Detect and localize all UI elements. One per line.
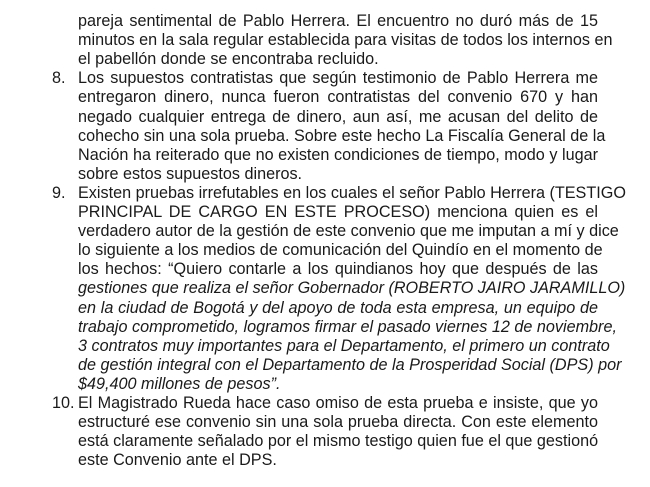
quote-line: $49,400 millones de pesos”. (78, 374, 281, 393)
text-line: el pabellón donde se encontraba recluido. (78, 50, 379, 69)
text-line: Nación ha reiterado que no existen condiciones de tiempo, modo y lugar (78, 145, 598, 164)
text-line: lo siguiente a los medios de comunicación del Quindío en el momento de (78, 241, 603, 260)
quote-line: trabajo comprometido, logramos firmar el pasado viernes 12 de noviembre, (78, 317, 617, 336)
text-line: este Convenio ante el DPS. (78, 451, 277, 470)
list-number: 10. (52, 394, 75, 412)
quote-line: en la ciudad de Bogotá y del apoyo de toda esta empresa, un equipo de (78, 298, 598, 317)
text-line: entregaron dinero, nunca fueron contratistas del convenio 670 y han (78, 88, 598, 107)
text-line: verdadero autor de la gestión de este convenio que me imputan a mí y dice (78, 222, 619, 241)
text-line: los hechos: “Quiero contarle a los quindianos hoy que después de las (78, 260, 598, 279)
text-line: estructuré ese convenio sin una sola prueba directa. Con este elemento (78, 413, 598, 432)
text-line: pareja sentimental de Pablo Herrera. El encuentro no duró más de 15 (78, 12, 598, 30)
text-line: El Magistrado Rueda hace caso omiso de esta prueba e insiste, que yo (78, 394, 598, 412)
text-line: minutos en la sala regular establecida para visitas de todos los internos en (78, 31, 613, 50)
text-line: Existen pruebas irrefutables en los cuales el señor Pablo Herrera (TESTIGO (78, 183, 626, 202)
list-number: 8. (52, 69, 66, 88)
text-line: sobre estos supuestos dineros. (78, 164, 303, 183)
text-line: cohecho sin una sola prueba. Sobre este hecho La Fiscalía General de la (78, 126, 606, 145)
text-line: Los supuestos contratistas que según testimonio de Pablo Herrera me (78, 69, 598, 88)
text-line: está claramente señalado por el mismo testigo quien fue el que gestionó (78, 432, 599, 451)
quote-line: gestiones que realiza el señor Gobernador (ROBERTO JAIRO JARAMILLO) (78, 279, 626, 298)
list-number: 9. (52, 183, 66, 202)
quote-line: de gestión integral con el Departamento de la Prosperidad Social (DPS) por (78, 355, 622, 374)
text-line: PRINCIPAL DE CARGO EN ESTE PROCESO) menciona quien es el (78, 203, 598, 221)
text-line: negado cualquier entrega de dinero, aun así, me acusan del delito de (78, 107, 598, 126)
quote-line: 3 contratos muy importantes para el Departamento, el primero un contrato (78, 336, 610, 355)
